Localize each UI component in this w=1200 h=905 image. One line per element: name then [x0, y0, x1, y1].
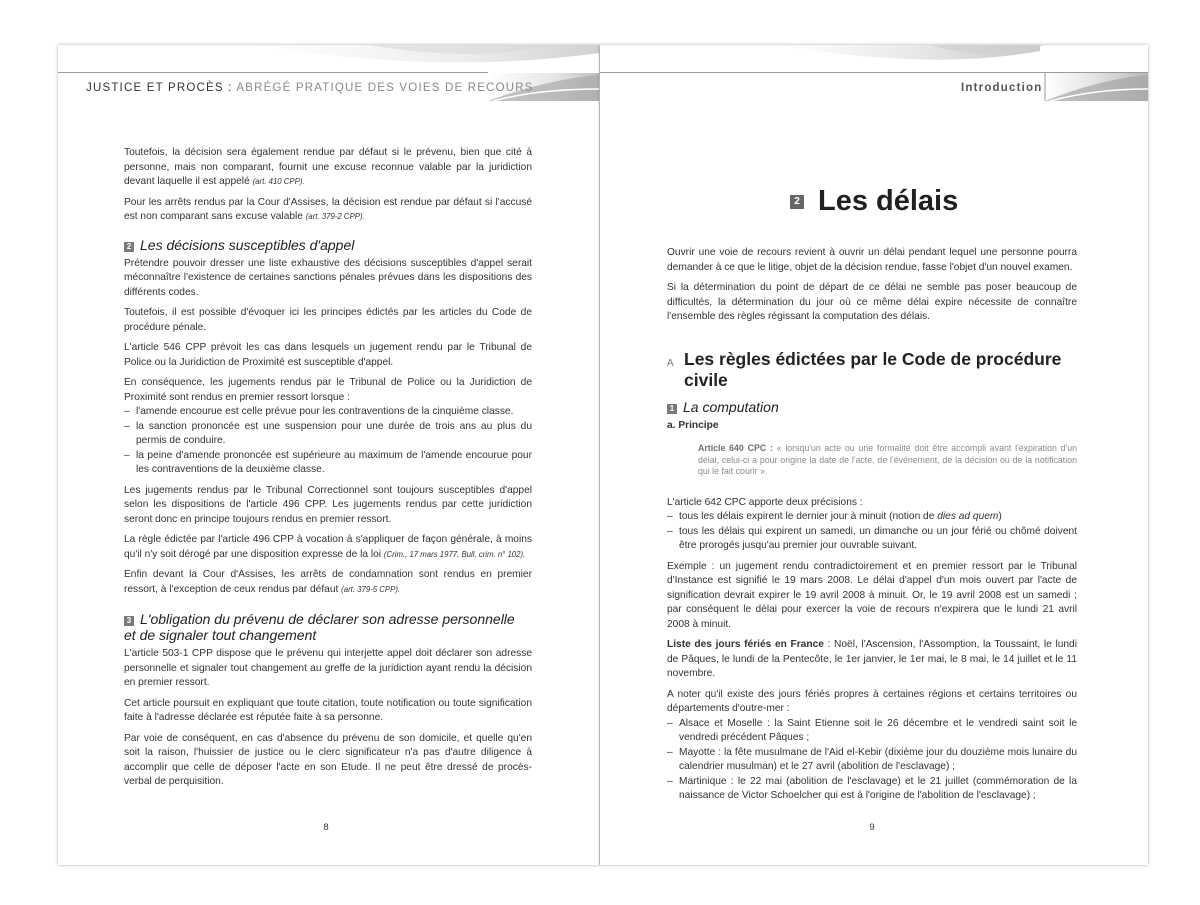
- precisions-list: [667, 510, 1077, 554]
- paragraph: Si la détermination du point de départ de ce délai ne semble pas poser beaucoup de difficultés, la détermination du jour où ce même délai expire nécessite de connaître l'ensemble des règles régissant la computation des délais.: [667, 282, 1077, 322]
- list-item: – Martinique : le 22 mai (abolition de l'esclavage) et le 21 juillet (commémoration de la naissance de Victor Schoelcher qui est à l'origine de l'abolition de l'esclavage) ;: [667, 775, 1077, 804]
- section-letter: A: [667, 357, 674, 369]
- list-item: – Mayotte : la fête musulmane de l'Aid el-Kebir (dixième jour du douzième mois lunaire du calendrier musulman) et le 27 avril (abolition de l'esclavage) ;: [667, 746, 1077, 775]
- paragraph: Pour les arrêts rendus par la Cour d'Assises, la décision est rendue par défaut si l'accusé est non comparant sans excuse valable (art. 379-2 CPP).: [124, 196, 532, 222]
- list-item: – la sanction prononcée est une suspension pour une durée de trois ans au plus du permis de conduire.: [124, 420, 532, 449]
- list-item: – la peine d'amende prononcée est supérieure au maximum de l'amende encourue pour les contraventions de la deuxième classe.: [124, 449, 532, 478]
- paragraph: La règle édictée par l'article 496 CPP à vocation à s'appliquer de façon générale, à moins qu'il n'y soit dérogé par une disposition expresse de la loi (Crim., 17 mars 1977, Bull. crim. n° 102).: [124, 534, 532, 560]
- conditions-list: [124, 405, 532, 478]
- paragraph: En conséquence, les jugements rendus par le Tribunal de Police ou la Juridiction de Proximité sont rendus en premier ressort lorsque :: [124, 377, 532, 403]
- list-item: – tous les délais expirent le dernier jour à minuit (notion de dies ad quem): [667, 510, 1077, 525]
- paragraph: Liste des jours fériés en France : Noël, l'Ascension, l'Assomption, la Toussaint, le lundi de Pâques, le lundi de la Pentecôte, le 1er janvier, le 1er mai, le 8 mai, le 14 juillet et le 11 novembre.: [667, 639, 1077, 679]
- chapter-number-badge: 2: [790, 195, 804, 209]
- paragraph: Toutefois, il est possible d'évoquer ici les principes édictés par les articles du Code de procédure pénale.: [124, 307, 532, 333]
- page-number: 9: [869, 822, 875, 833]
- subsection-heading: 1 La computation: [667, 399, 1077, 415]
- paragraph: Exemple : un jugement rendu contradictoirement et en premier ressort par le Tribunal d'Instance est signifié le 19 mars 2008. Le délai d'appel d'un mois ouvert par l'acte de signification devrait expirer le 19 avril 2008 à minuit. Or, le 19 avril 2008 est un samedi ; par conséquent le délai pour exercer la voie de recours n'expirera que le lundi 21 avril 2008 à minuit.: [667, 560, 1077, 630]
- paragraph: Toutefois, la décision sera également rendue par défaut si le prévenu, bien que cité à personne, mais non comparant, fournit une excuse reconnue valable par la juridiction devant laquelle il est appelé (art. 410 CPP).: [124, 147, 532, 187]
- running-head: [86, 82, 534, 94]
- right-page-body: [667, 246, 1077, 804]
- article-quote: Article 640 CPC : « lorsqu'un acte ou une formalité doit être accompli avant l'expiration d'un délai, celui-ci a pour origine la date de l'acte, de l'événement, de la décision ou de la notification qui le fait courir ».: [698, 443, 1077, 476]
- page-number: 8: [323, 822, 329, 833]
- paragraph: Prétendre pouvoir dresser une liste exhaustive des décisions susceptibles d'appel serait méconnaître l'existence de certaines sanctions pénales prévues dans les dispositions des différents codes.: [124, 257, 532, 298]
- paragraph: Enfin devant la Cour d'Assises, les arrêts de condamnation sont rendus en premier ressort, à l'exception de ceux rendus par défaut (art. 379-5 CPP).: [124, 569, 532, 595]
- regional-holidays-list: [667, 717, 1077, 804]
- section-number-badge: 3: [124, 616, 134, 626]
- chapter-title: 2 Les délais: [790, 185, 1010, 218]
- book-spread: [58, 45, 1148, 865]
- list-item: – l'amende encourue est celle prévue pour les contraventions de la cinquième classe.: [124, 405, 532, 420]
- section-number-badge: 2: [124, 242, 134, 252]
- list-item: – tous les délais qui expirent un samedi, un dimanche ou un jour férié ou chômé doivent être prorogés jusqu'au premier jour ouvrable suivant.: [667, 525, 1077, 554]
- paragraph: L'article 546 CPP prévoit les cas dans lesquels un jugement rendu par le Tribunal de Police ou la Juridiction de Proximité est susceptible d'appel.: [124, 342, 532, 368]
- section-heading: 2 Les décisions susceptibles d'appel: [124, 237, 532, 253]
- paragraph: A noter qu'il existe des jours fériés propres à certaines régions et certains territoires ou départements d'outre-mer :: [667, 688, 1077, 714]
- section-heading: 3 L'obligation du prévenu de déclarer son adresse personnelle et de signaler tout changement: [124, 611, 515, 643]
- list-item: – Alsace et Moselle : la Saint Etienne soit le 26 décembre et le vendredi saint soit le vendredi précédent Pâques ;: [667, 717, 1077, 746]
- header-decoration: [600, 45, 1148, 101]
- sub-heading: a. Principe: [667, 419, 719, 431]
- running-head: Introduction: [961, 82, 1043, 94]
- right-page: [600, 45, 1148, 865]
- paragraph: Par voie de conséquent, en cas d'absence du prévenu de son domicile, et quelle qu'en soit la raison, l'huissier de justice ou le clerc significateur n'a pas d'autre diligence à accomplir que celle de déposer l'acte en son Etude. Il ne peut être dressé de procès-verbal de perquisition.: [124, 732, 532, 787]
- paragraph: Ouvrir une voie de recours revient à ouvrir un délai pendant lequel une personne pourra demander à ce que le litige, objet de la décision rendue, fasse l'objet d'un nouvel examen.: [667, 247, 1077, 273]
- paragraph: Cet article poursuit en expliquant que toute citation, toute notification ou toute signification faite à l'adresse déclarée est réputée faite à sa personne.: [124, 697, 532, 723]
- section-heading-a: A Les règles édictées par le Code de procédure civile: [667, 348, 1062, 390]
- paragraph: L'article 503-1 CPP dispose que le prévenu qui interjette appel doit déclarer son adresse personnelle et signaler tout changement au greffe de la juridiction ayant rendu la décision en premier ressort.: [124, 648, 532, 688]
- left-page: [58, 45, 600, 865]
- running-head-sub: ABRÉGÉ PRATIQUE DES VOIES DE RECOURS: [236, 82, 534, 94]
- left-page-body: [124, 146, 532, 796]
- paragraph: Les jugements rendus par le Tribunal Correctionnel sont toujours susceptibles d'appel selon les dispositions de l'article 496 CPP. Les jugements rendus par cette juridiction seront donc en principe toujours rendus en premier ressort.: [124, 484, 532, 525]
- running-head-main: JUSTICE ET PROCÈS :: [86, 82, 233, 94]
- paragraph: L'article 642 CPC apporte deux précisions :: [667, 496, 863, 508]
- section-number-badge: 1: [667, 404, 677, 414]
